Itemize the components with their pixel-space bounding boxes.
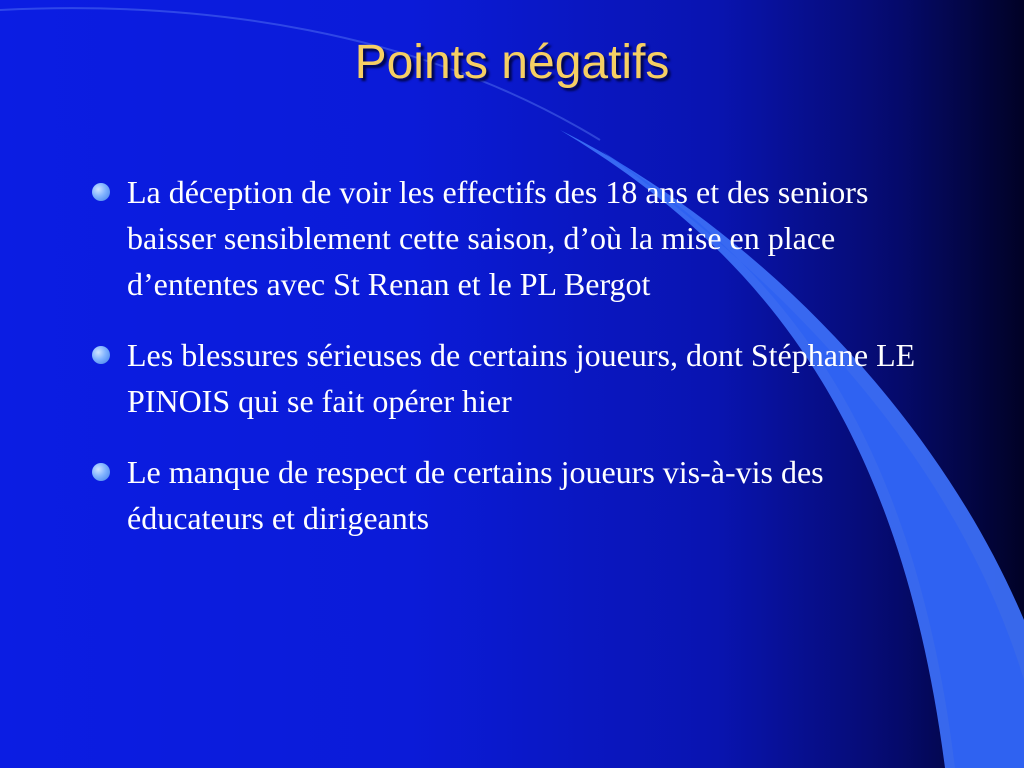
bullet-text: Les blessures sérieuses de certains joueurs, dont Stéphane LE PINOIS qui se fait opérer hier [127,337,916,419]
bullet-text: La déception de voir les effectifs des 18 ans et des seniors baisser sensiblement cette saison, d’où la mise en place d’ententes avec St Renan et le PL Bergot [127,174,869,302]
bullet-list [92,169,942,566]
bullet-item [92,332,942,424]
bullet-item [92,449,942,541]
bullet-dot-icon [92,183,110,201]
bullet-dot-icon [92,346,110,364]
bullet-item [92,169,942,307]
bullet-dot-icon [92,463,110,481]
slide-title: Points négatifs [354,36,670,89]
bullet-text: Le manque de respect de certains joueurs vis-à-vis des éducateurs et dirigeants [127,454,824,536]
